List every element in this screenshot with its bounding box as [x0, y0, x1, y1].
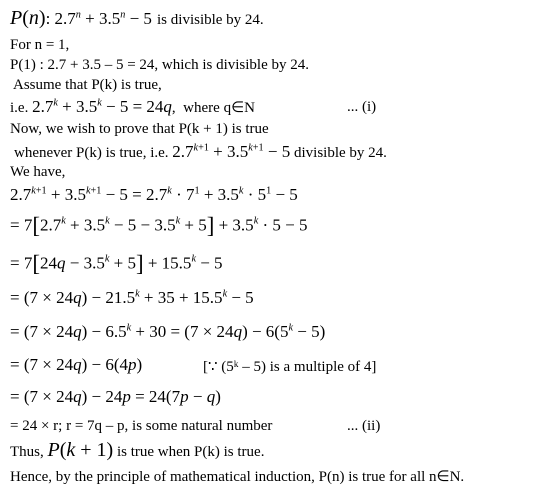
inductive-conclusion: Thus, P(k + 1) is true when P(k) is true. — [10, 439, 265, 461]
derivation-intro: We have, — [10, 164, 66, 180]
inductive-assumption: Assume that P(k) is true, — [13, 77, 162, 93]
derivation-step-1: $2.7^{k+1} + 3.5^{k+1} - 5 = 2.7^k \cdot 7^1 + 3.5^k \cdot 5^1 - 5$ — [10, 185, 298, 204]
derivation-step-5: = $(7 \times 24q) - 6.5^k + 30 = (7 \times 24q) - 6(5^k - 5)$ — [10, 322, 326, 341]
base-case-intro: For n = 1, — [10, 37, 70, 53]
induction-goal-condition: whenever P(k) is true, i.e. $2.7^{k+1} + 3.5^{k+1} - 5$ divisible by 24. — [14, 142, 387, 161]
induction-goal: Now, we wish to prove that P(k + 1) is true — [10, 121, 269, 137]
multiple-of-four-reason: [∵ (5ᵏ – 5) is a multiple of 4] — [203, 359, 377, 375]
derivation-step-3: = $7[24q - 3.5^k + 5] + 15.5^k - 5$ — [10, 251, 223, 276]
derivation-step-2: = $7[2.7^k + 3.5^k - 5 - 3.5^k + 5] + 3.5^k \cdot 5 - 5$ — [10, 213, 308, 238]
proof-statement: P(n): $2.7^n + 3.5^n - 5$ is divisible by 24. — [10, 7, 264, 29]
derivation-step-7: = (7 × 24q) − 24p = 24(7p − q) — [10, 387, 221, 406]
natural-number-step: = 24 × r; r = 7q – p, is some natural number — [10, 418, 273, 434]
base-case-evaluation: P(1) : 2.7 + 3.5 – 5 = 24, which is divisible by 24. — [10, 57, 309, 73]
assumption-equation: i.e. $2.7^k + 3.5^k - 5 = 24q$, where q∈N — [10, 97, 255, 116]
final-conclusion: Hence, by the principle of mathematical induction, P(n) is true for all n∈N. — [10, 469, 465, 485]
derivation-step-4: = $(7 \times 24q) - 21.5^k + 35 + 15.5^k - 5$ — [10, 288, 254, 307]
equation-label-i: ... (i) — [347, 99, 377, 115]
equation-label-ii: ... (ii) — [347, 418, 381, 434]
derivation-step-6: = (7 × 24q) − 6(4p) — [10, 355, 143, 374]
